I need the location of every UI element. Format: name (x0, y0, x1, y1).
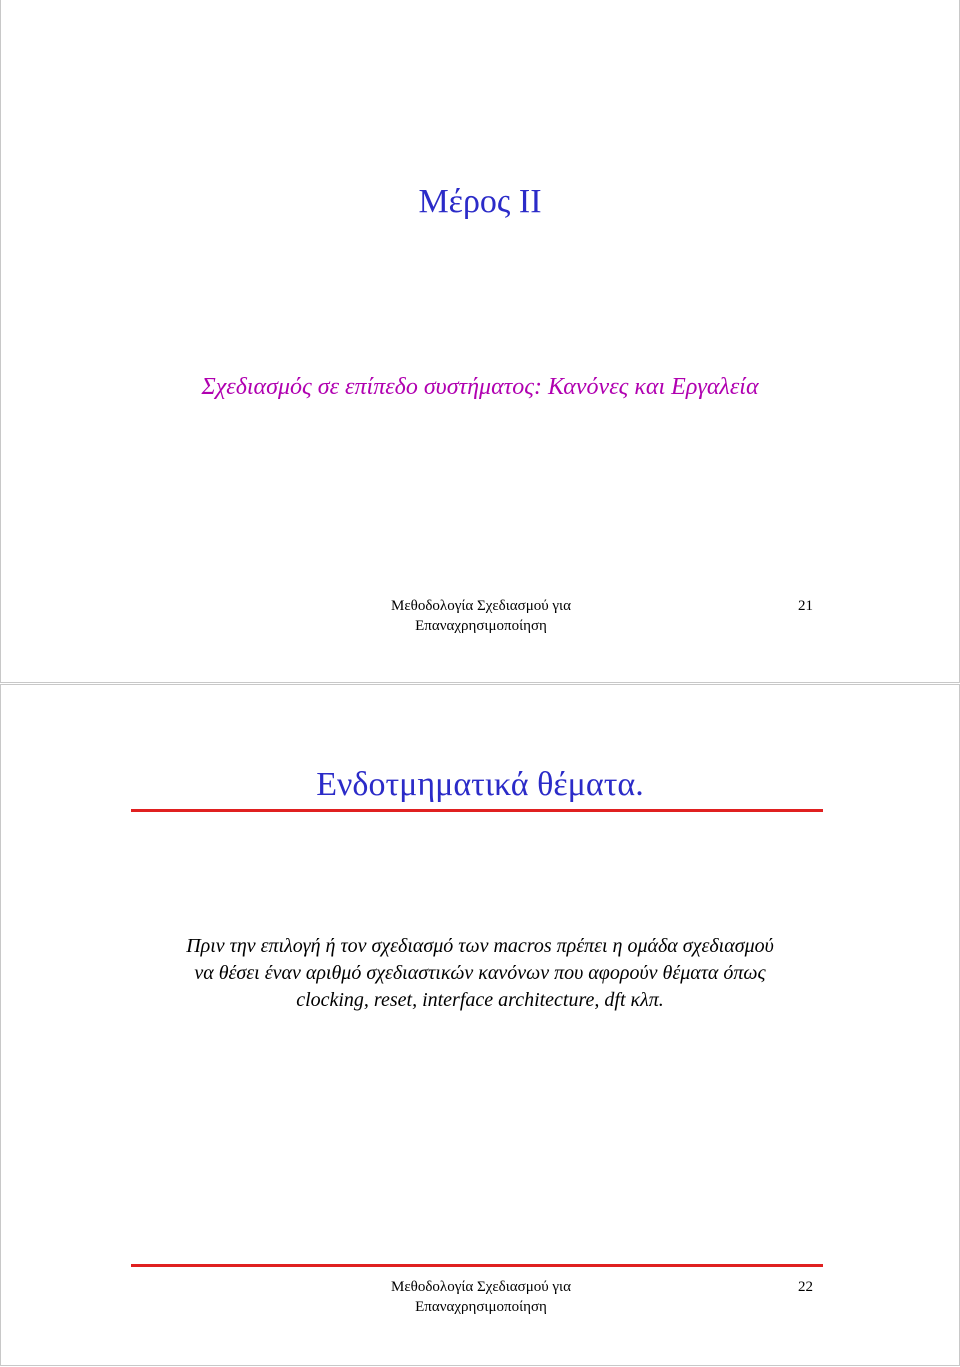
body-line-2: να θέσει έναν αριθμό σχεδιαστικών κανόνων που αφορούν θέματα όπως (194, 962, 766, 984)
slide-title: Ενδοτμηματικά θέματα. (316, 766, 644, 803)
footer-line-1: Μεθοδολογία Σχεδιασμού για (391, 598, 571, 614)
slide-subtitle: Σχεδιασμός σε επίπεδο συστήματος: Κανόνες και Εργαλεία (201, 374, 759, 400)
slide-body (61, 933, 899, 1014)
footer-line-2: Επαναχρησιμοποίηση (415, 618, 547, 634)
footer-line-2: Επαναχρησιμοποίηση (415, 1299, 547, 1315)
page-number: 21 (798, 598, 813, 614)
slide-21 (0, 0, 960, 683)
footer-divider (131, 1264, 823, 1267)
page-number: 22 (798, 1279, 813, 1295)
slide-22 (0, 684, 960, 1366)
body-line-3: clocking, reset, interface architecture, dft κλπ. (296, 989, 664, 1011)
slide-title: Μέρος ΙΙ (418, 183, 542, 220)
body-line-1: Πριν την επιλογή ή τον σχεδιασμό των macros πρέπει η ομάδα σχεδιασμού (186, 935, 774, 957)
footer-line-1: Μεθοδολογία Σχεδιασμού για (391, 1279, 571, 1295)
slide-footer (331, 596, 631, 636)
title-underline (131, 809, 823, 812)
slide-footer (331, 1277, 631, 1317)
